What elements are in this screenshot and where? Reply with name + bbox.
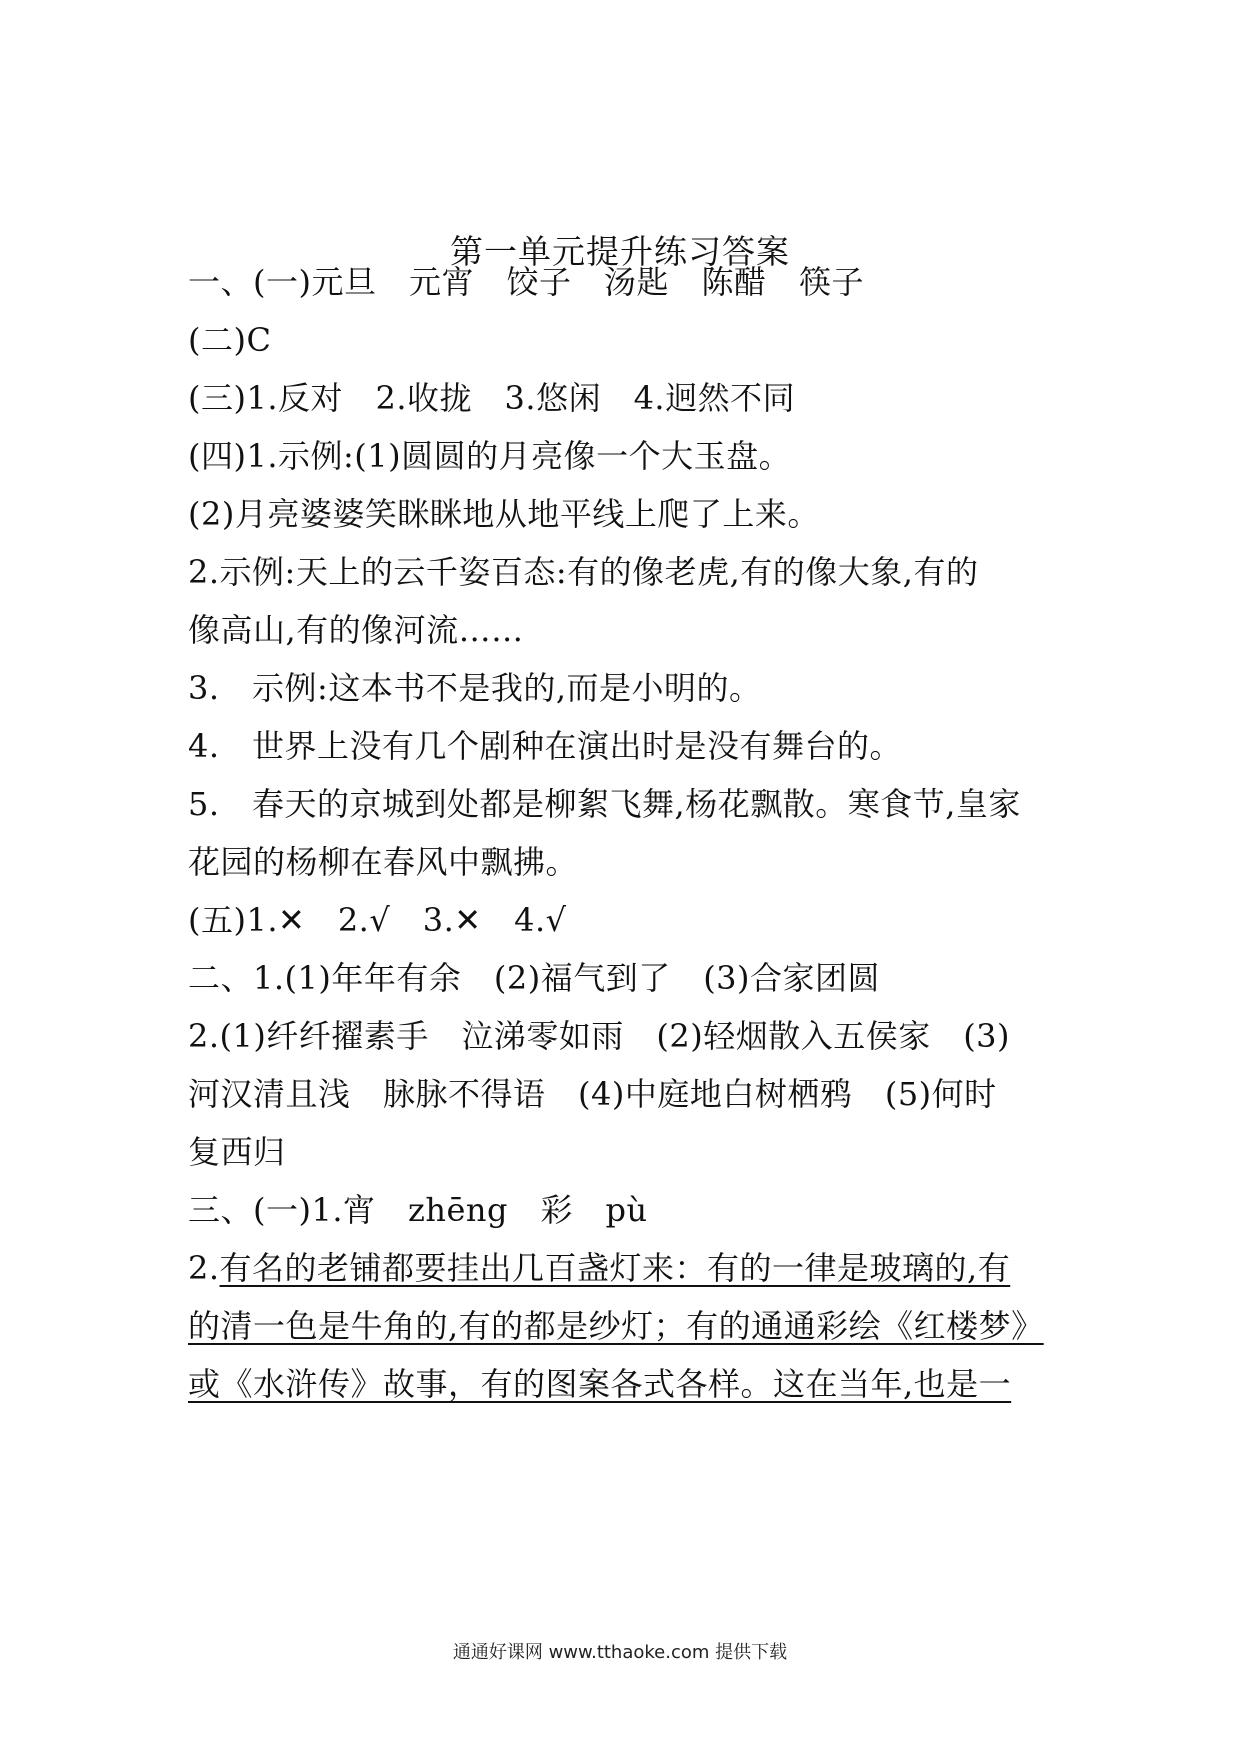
answer-line: 二、1.(1)年年有余 (2)福气到了 (3)合家团圆 xyxy=(188,959,881,997)
footer-credit: 通通好课网 www.tthaoke.com 提供下载 xyxy=(452,1642,788,1663)
answer-line: 2.示例:天上的云千姿百态:有的像老虎,有的像大象,有的 xyxy=(188,553,979,591)
answer-line: (三)1.反对 2.收拢 3.悠闲 4.迥然不同 xyxy=(188,379,796,417)
passage-prefix: 2. xyxy=(188,1249,220,1287)
underlined-passage: 或《水浒传》故事，有的图案各式各样。这在当年,也是一 xyxy=(188,1365,1012,1403)
answer-line: 三、(一)1.宵 zhēng 彩 pù xyxy=(188,1191,648,1229)
answer-line: 河汉清且浅 脉脉不得语 (4)中庭地白树栖鸦 (5)何时 xyxy=(188,1075,997,1113)
answer-line: (二)C xyxy=(188,321,272,359)
answer-line: (2)月亮婆婆笑眯眯地从地平线上爬了上来。 xyxy=(188,495,820,533)
passage-line xyxy=(188,1248,1068,1288)
answer-line: (四)1.示例:(1)圆圆的月亮像一个大玉盘。 xyxy=(188,437,792,475)
answer-line: 像高山,有的像河流…… xyxy=(188,611,524,649)
answer-line: 花园的杨柳在春风中飘拂。 xyxy=(188,843,579,881)
underlined-passage: 有名的老铺都要挂出几百盏灯来：有的一律是玻璃的,有 xyxy=(219,1249,1011,1287)
answer-line: 4. 世界上没有几个剧种在演出时是没有舞台的。 xyxy=(188,727,903,765)
answer-line: 一、(一)元旦 元宵 饺子 汤匙 陈醋 筷子 xyxy=(188,263,864,301)
answer-line: 2.(1)纤纤擢素手 泣涕零如雨 (2)轻烟散入五侯家 (3) xyxy=(188,1017,1011,1055)
answer-line: 3. 示例:这本书不是我的,而是小明的。 xyxy=(188,669,762,707)
answer-line: 复西归 xyxy=(188,1133,286,1171)
answer-line: 5. 春天的京城到处都是柳絮飞舞,杨花飘散。寒食节,皇家 xyxy=(188,785,1021,823)
answer-line: (五)1.✕ 2.√ 3.✕ 4.√ xyxy=(188,901,567,939)
underlined-passage: 的清一色是牛角的,有的都是纱灯；有的通通彩绘《红楼梦》 xyxy=(188,1307,1044,1345)
page-title: 第一单元提升练习答案 xyxy=(450,232,790,271)
